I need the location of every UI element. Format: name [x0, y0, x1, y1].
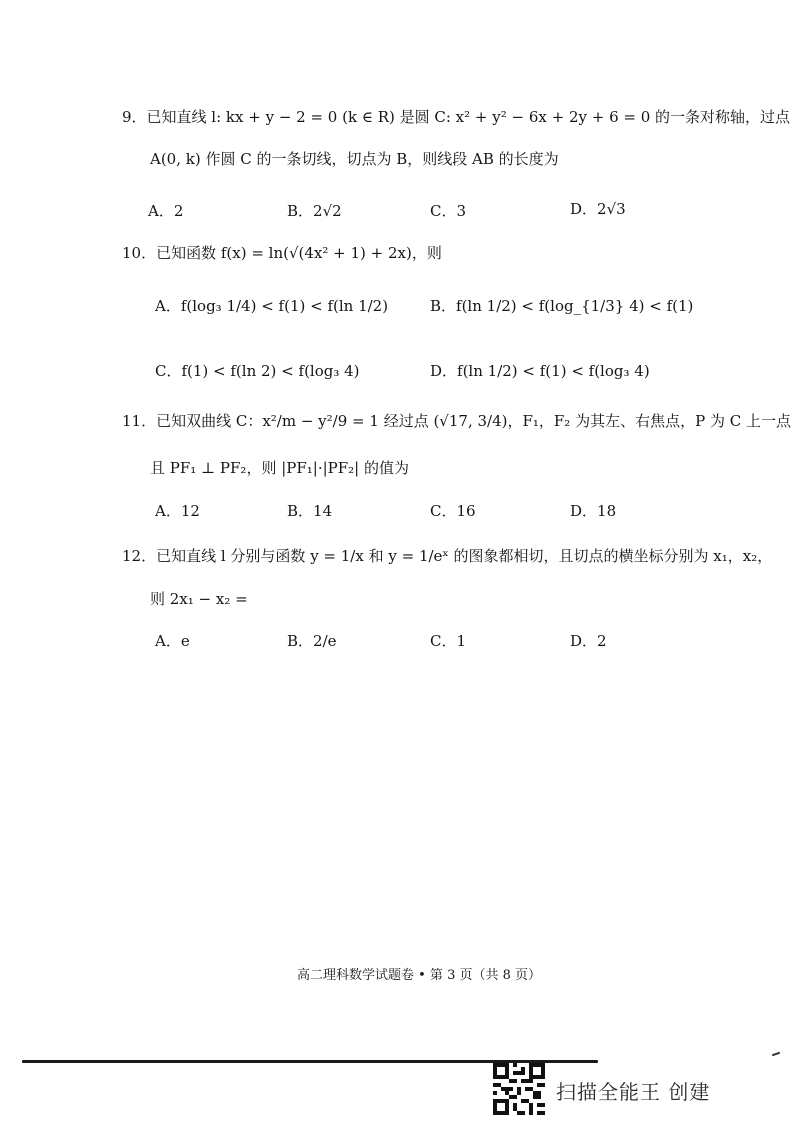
question-11-option-b: B．14	[287, 502, 333, 520]
question-10-option-b: B．f(ln 1/2) < f(log_{1/3} 4) < f(1)	[430, 297, 694, 315]
question-9-option-b: B．2√2	[287, 202, 342, 220]
question-10-stem-line1: 10．已知函数 f(x) = ln(√(4x² + 1) + 2x)，则	[122, 244, 442, 262]
question-12-option-b: B．2/e	[287, 632, 337, 650]
question-12-stem-line2: 则 2x₁ − x₂ =	[150, 590, 248, 608]
question-10-option-c: C．f(1) < f(ln 2) < f(log₃ 4)	[155, 362, 360, 380]
question-11-stem-line2: 且 PF₁ ⊥ PF₂，则 |PF₁|·|PF₂| 的值为	[150, 459, 409, 477]
question-9-option-d: D．2√3	[570, 200, 626, 218]
question-11-option-c: C．16	[430, 502, 476, 520]
question-11-option-d: D．18	[570, 502, 617, 520]
question-9-option-c: C．3	[430, 202, 467, 220]
question-10-option-a: A．f(log₃ 1/4) < f(1) < f(ln 1/2)	[155, 297, 389, 315]
question-9-stem-line2: A(0, k) 作圆 C 的一条切线，切点为 B，则线段 AB 的长度为	[150, 150, 559, 168]
question-9-option-a: A．2	[148, 202, 184, 220]
question-9-stem-line1: 9．已知直线 l: kx + y − 2 = 0 (k ∈ R) 是圆 C: x² + y² − 6x + 2y + 6 = 0 的一条对称轴，过点	[122, 108, 791, 126]
scan-mark	[772, 1052, 780, 1057]
page-footer: 高二理科数学试题卷 • 第 3 页（共 8 页）	[297, 968, 542, 983]
qr-code-icon	[493, 1063, 545, 1115]
question-12-option-d: D．2	[570, 632, 607, 650]
question-11-stem-line1: 11．已知双曲线 C：x²/m − y²/9 = 1 经过点 (√17, 3/4)，F₁，F₂ 为其左、右焦点，P 为 C 上一点	[122, 412, 791, 430]
question-11-option-a: A．12	[155, 502, 200, 520]
question-10-option-d: D．f(ln 1/2) < f(1) < f(log₃ 4)	[430, 362, 650, 380]
question-12-stem-line1: 12．已知直线 l 分别与函数 y = 1/x 和 y = 1/eˣ 的图象都相切，且切点的横坐标分别为 x₁，x₂，	[122, 547, 773, 565]
question-12-option-a: A．e	[155, 632, 190, 650]
question-12-option-c: C．1	[430, 632, 467, 650]
scanner-watermark: 扫描全能王 创建	[556, 1080, 711, 1104]
